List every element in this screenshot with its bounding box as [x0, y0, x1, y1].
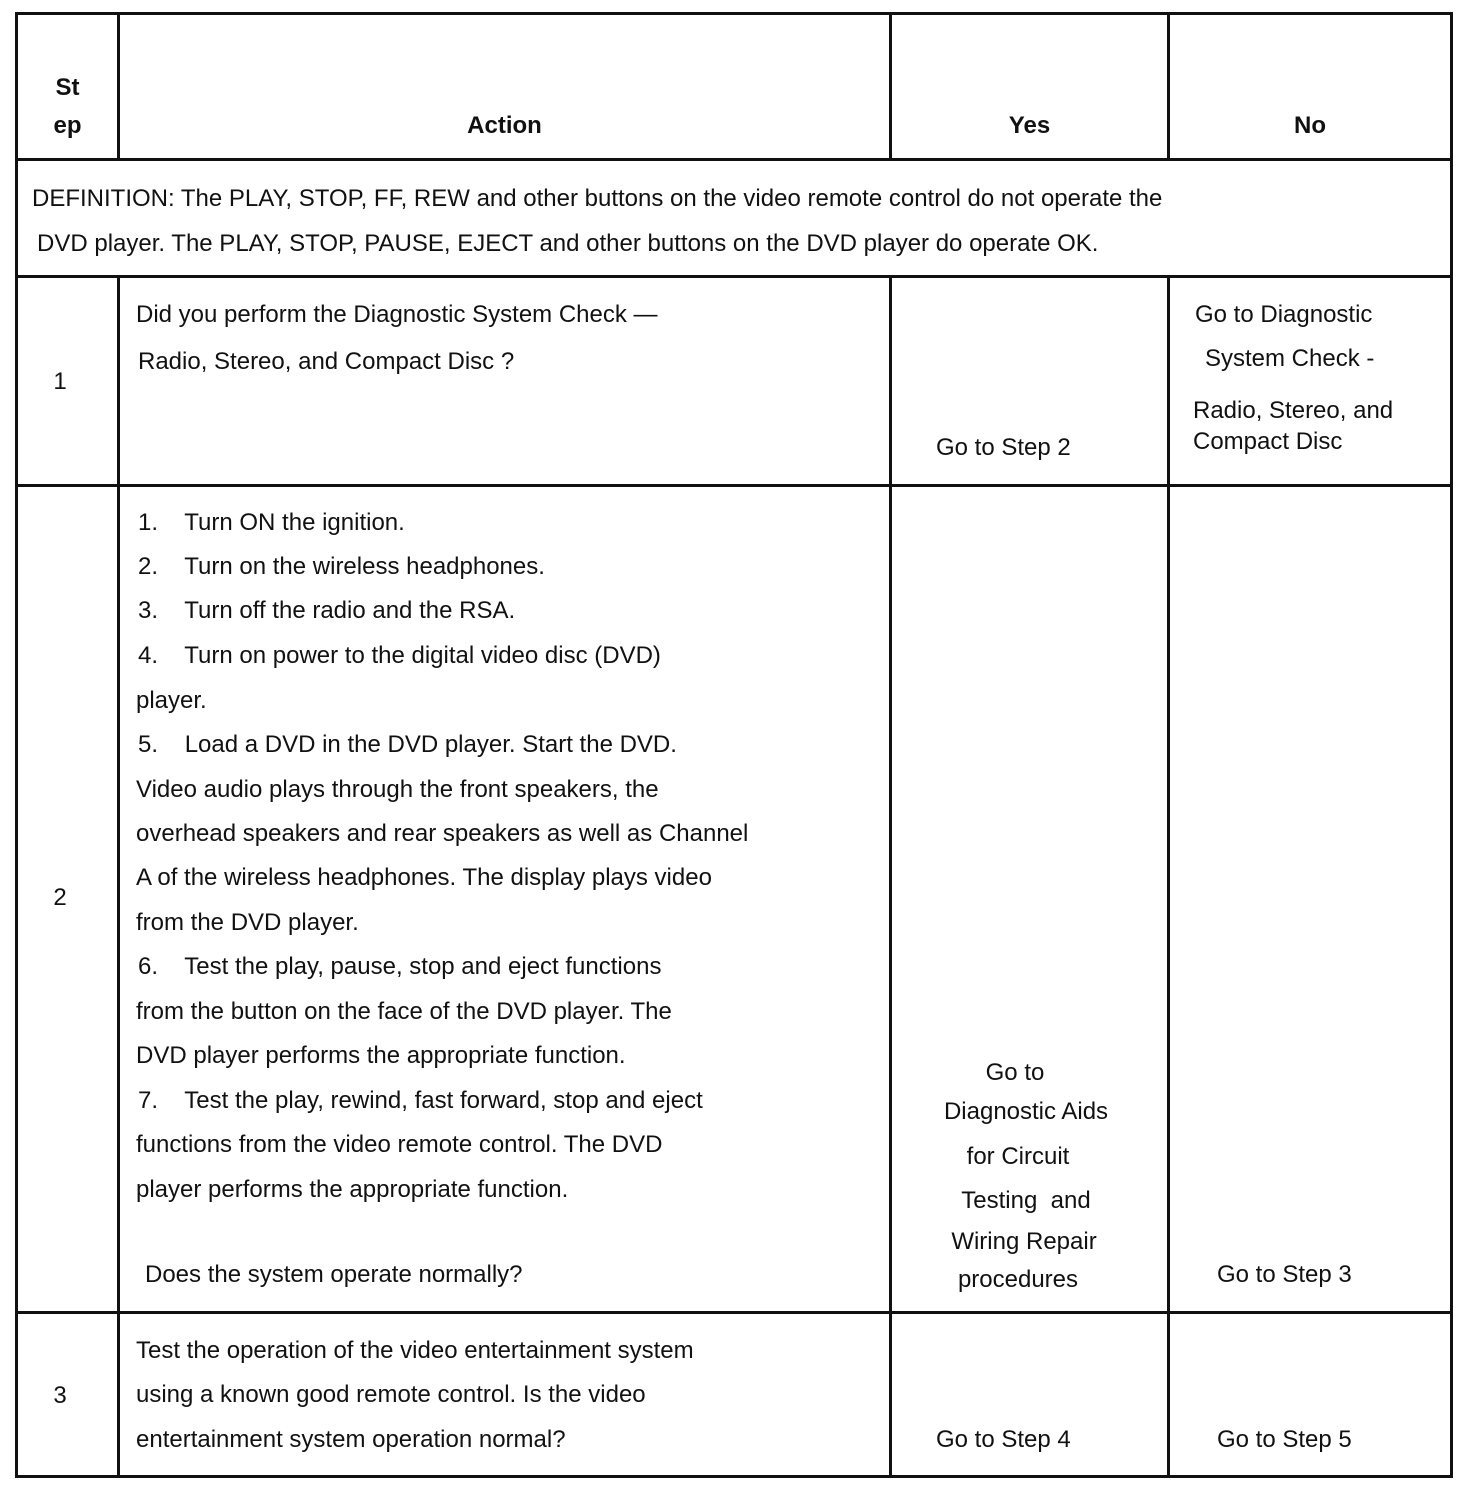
- row2-no: Go to Step 3: [1217, 1261, 1352, 1288]
- row1-action-line: Did you perform the Diagnostic System Check —: [136, 301, 658, 328]
- rule-header-bottom: [15, 158, 1453, 161]
- row3-action-line: entertainment system operation normal?: [136, 1426, 566, 1453]
- row2-yes-line: Wiring Repair: [951, 1228, 1097, 1255]
- row2-action-line: from the DVD player.: [136, 909, 359, 936]
- row2-step: 2: [53, 884, 67, 911]
- rule-bottom: [15, 1475, 1453, 1478]
- rule-right: [1450, 12, 1453, 1478]
- row2-action-line: 4. Turn on power to the digital video disc (DVD): [138, 642, 661, 669]
- row3-step: 3: [53, 1382, 67, 1409]
- row1-action-line: Radio, Stereo, and Compact Disc ?: [138, 348, 515, 375]
- row3-no: Go to Step 5: [1217, 1426, 1352, 1453]
- row2-action-line: 7. Test the play, rewind, fast forward, stop and eject: [138, 1087, 703, 1114]
- rule-row2-bottom: [15, 1311, 1453, 1314]
- row2-action-line: 3. Turn off the radio and the RSA.: [138, 597, 516, 624]
- row1-no-line: Compact Disc: [1193, 428, 1343, 455]
- row2-yes-line: for Circuit: [966, 1143, 1070, 1170]
- rule-col-yes-body: [1167, 275, 1170, 1478]
- row3-action-line: using a known good remote control. Is the video: [136, 1381, 646, 1408]
- definition-line2: DVD player. The PLAY, STOP, PAUSE, EJECT and other buttons on the DVD player do operate OK.: [37, 230, 1099, 257]
- rule-definition-bottom: [15, 275, 1453, 278]
- header-step-line2: ep: [53, 112, 82, 139]
- row1-no-line: System Check -: [1205, 345, 1375, 372]
- row2-action-line: Video audio plays through the front speakers, the: [136, 776, 659, 803]
- row2-action-line: functions from the video remote control. The DVD: [136, 1131, 663, 1158]
- row2-action-line: DVD player performs the appropriate function.: [136, 1042, 626, 1069]
- definition-line1: DEFINITION: The PLAY, STOP, FF, REW and other buttons on the video remote control do not operate the: [32, 185, 1163, 212]
- header-step-line1: St: [55, 74, 80, 101]
- row2-yes-line: Testing and: [961, 1187, 1091, 1214]
- row1-step: 1: [53, 368, 67, 395]
- row1-no-line: Go to Diagnostic: [1195, 301, 1373, 328]
- rule-top: [15, 12, 1453, 15]
- row2-action-question: Does the system operate normally?: [145, 1261, 523, 1288]
- rule-row1-bottom: [15, 484, 1453, 487]
- row2-action-line: A of the wireless headphones. The display plays video: [136, 864, 712, 891]
- row1-yes: Go to Step 2: [936, 434, 1071, 461]
- row2-action-line: 1. Turn ON the ignition.: [138, 509, 405, 536]
- rule-left: [15, 12, 18, 1478]
- rule-col-step-body: [117, 275, 120, 1478]
- row2-action-line: 2. Turn on the wireless headphones.: [138, 553, 545, 580]
- row2-action-line: player performs the appropriate function.: [136, 1176, 569, 1203]
- header-action: Action: [467, 112, 542, 139]
- row3-yes: Go to Step 4: [936, 1426, 1071, 1453]
- header-yes: Yes: [1008, 112, 1051, 139]
- row2-action-line: overhead speakers and rear speakers as well as Channel: [136, 820, 749, 847]
- row1-no-line: Radio, Stereo, and: [1193, 397, 1394, 424]
- row2-action-line: from the button on the face of the DVD player. The: [136, 998, 672, 1025]
- rule-col-action-body: [889, 275, 892, 1478]
- row2-yes-line: Go to: [985, 1059, 1045, 1086]
- row2-action-line: 5. Load a DVD in the DVD player. Start the DVD.: [138, 731, 677, 758]
- row2-yes-line: Diagnostic Aids: [943, 1098, 1109, 1125]
- header-no: No: [1294, 112, 1326, 139]
- row2-action-line: player.: [136, 687, 207, 714]
- row3-action-line: Test the operation of the video entertainment system: [136, 1337, 694, 1364]
- row2-action-line: 6. Test the play, pause, stop and eject functions: [138, 953, 662, 980]
- row2-yes-line: procedures: [957, 1266, 1079, 1293]
